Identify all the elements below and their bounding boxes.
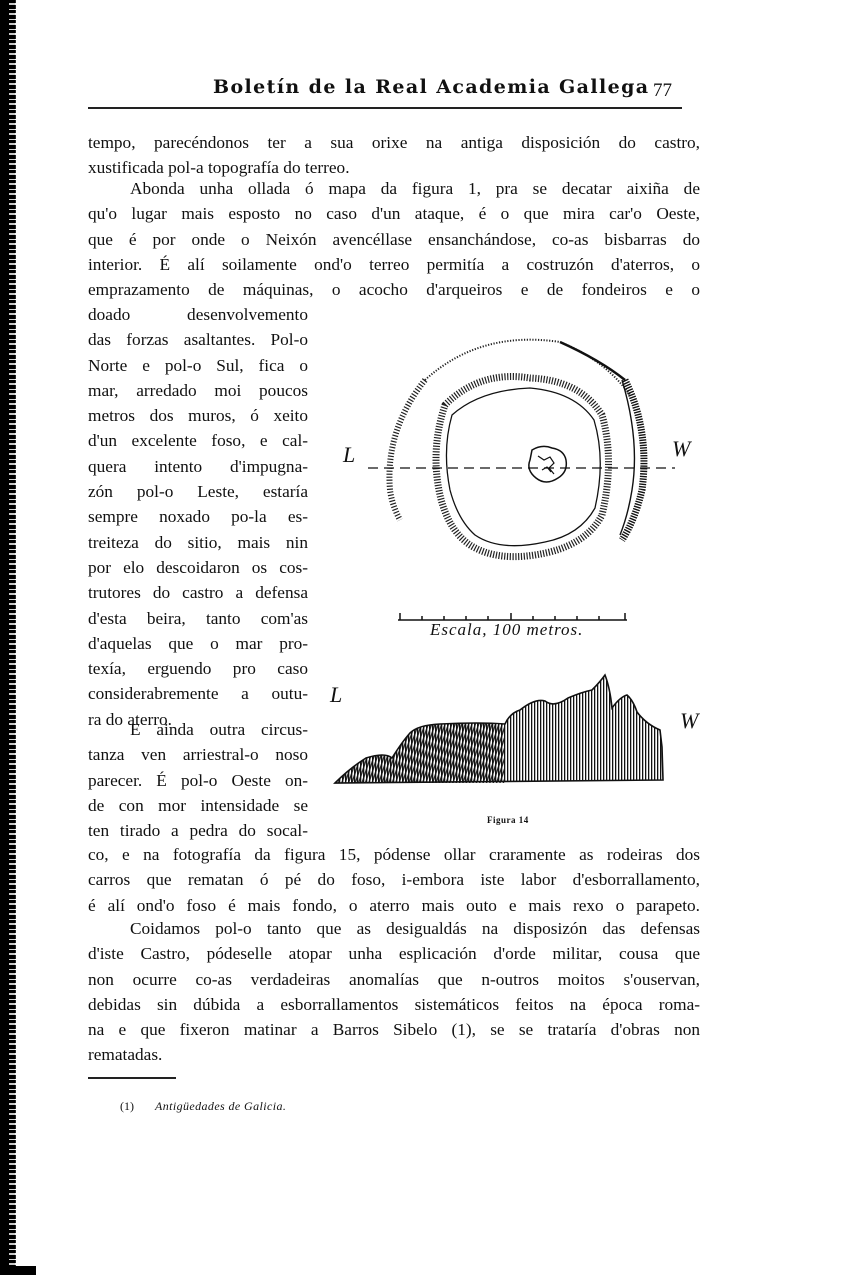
text-line: texía, erguendo pro caso — [88, 659, 308, 679]
paragraph-3-narrow — [88, 717, 308, 843]
text-line: xustificada pol-a topografía do terreo. — [88, 158, 350, 178]
figure-caption: Figura 14 — [487, 815, 529, 825]
text-line: trutores do castro a defensa — [88, 583, 308, 603]
text-line: na e que fixeron matinar a Barros Sibelo (1), se se trataría d'obras non — [88, 1020, 700, 1040]
text-line: de con mor intensidade se — [88, 795, 308, 815]
text-line: mar, arredado moi poucos — [88, 380, 308, 400]
scale-bar — [398, 613, 627, 620]
paragraph-4 — [88, 916, 700, 1068]
text-line: ra do aterro. — [88, 709, 172, 729]
text-line: d'aquelas que o mar pro- — [88, 633, 308, 653]
page-number: 77 — [653, 80, 672, 101]
binding-fray — [9, 0, 16, 1275]
text-line: E ainda outra circus- — [130, 720, 308, 739]
paragraph-continuation — [88, 130, 700, 181]
text-line: tempo, parecéndonos ter a sua orixe na antiga disposición do castro, — [88, 133, 700, 152]
footnote — [120, 1099, 286, 1114]
text-line: é alí ond'o foso é mais fondo, o aterro mais outo e mais rexo o parapeto. — [88, 895, 700, 915]
footnote-marker: (1) — [120, 1099, 134, 1113]
text-line: Norte e pol-o Sul, fica o — [88, 355, 308, 375]
journal-title: Boletín de la Real Academia Gallega — [213, 76, 650, 98]
text-line: quera intento d'impugna- — [88, 456, 308, 476]
text-line: metros dos muros, ó xeito — [88, 406, 308, 426]
text-line: debidas sin dúbida a esborrallamentos sistemáticos feitos na época roma- — [88, 994, 700, 1014]
castro-plan-and-profile-drawing — [330, 320, 720, 840]
profile-label-left: L — [330, 682, 343, 707]
footnote-text: Antigüedades de Galicia. — [155, 1099, 287, 1113]
text-line: das forzas asaltantes. Pol-o — [88, 330, 308, 350]
text-line: doado desenvolvemento — [88, 305, 308, 324]
text-line: que é por onde o Neixón avencéllase ensanchándose, co-as bisbarras do — [88, 229, 700, 249]
text-line: parecer. É pol-o Oeste on- — [88, 770, 308, 790]
central-mound — [529, 446, 566, 482]
paragraph-2-narrow — [88, 302, 308, 732]
binding-foot — [0, 1266, 36, 1275]
text-line: considerabremente a outu- — [88, 684, 308, 704]
text-line: carros que rematan ó pé do foso, i-embora iste labor d'esborrallamento, — [88, 870, 700, 890]
text-line: por elo descoidaron os cos- — [88, 557, 308, 577]
text-line: Coidamos pol-o tanto que as desigualdás na disposizón das defensas — [130, 919, 700, 938]
paragraph-2 — [88, 176, 700, 302]
footnote-rule — [88, 1077, 176, 1079]
plan-label-west-left: L — [343, 442, 356, 467]
text-line: emprazamento de máquinas, o acocho d'arqueiros e de fondeiros e o — [88, 280, 700, 300]
text-line: ten tirado a pedra do socal- — [88, 821, 308, 841]
text-line: tanza ven arriestral-o noso — [88, 745, 308, 765]
text-line: qu'o lugar mais esposto no caso d'un ataque, é o que mira car'o Oeste, — [88, 204, 700, 224]
paragraph-3-full — [88, 842, 700, 918]
plan-label-right: W — [672, 436, 691, 461]
text-line: Abonda unha ollada ó mapa da figura 1, pra se decatar aixiña de — [130, 179, 700, 198]
text-line: d'esta beira, tanto com'as — [88, 608, 308, 628]
text-line: non ocurre co-as verdadeiras anomalías que n-outros moitos s'ouservan, — [88, 969, 700, 989]
text-line: sempre noxado po-la es- — [88, 507, 308, 527]
text-line: treiteza do sitio, mais nin — [88, 532, 308, 552]
scale-caption: Escala, 100 metros. — [430, 620, 584, 639]
profile-label-right: W — [680, 708, 699, 733]
inner-rampart — [436, 377, 609, 557]
text-line: rematadas. — [88, 1045, 163, 1065]
text-line: co, e na fotografía da figura 15, pódense ollar craramente as rodeiras dos — [88, 845, 700, 864]
text-line: d'un excelente foso, e cal- — [88, 431, 308, 451]
text-line: interior. É alí soilamente ond'o terreo permitía a costruzón d'aterros, o — [88, 254, 700, 274]
running-header — [88, 76, 678, 106]
text-line: d'iste Castro, pódeselle atopar unha esplicación d'orde militar, cousa que — [88, 944, 700, 964]
header-rule — [88, 107, 682, 109]
text-line: zón pol-o Leste, estaría — [88, 482, 308, 502]
